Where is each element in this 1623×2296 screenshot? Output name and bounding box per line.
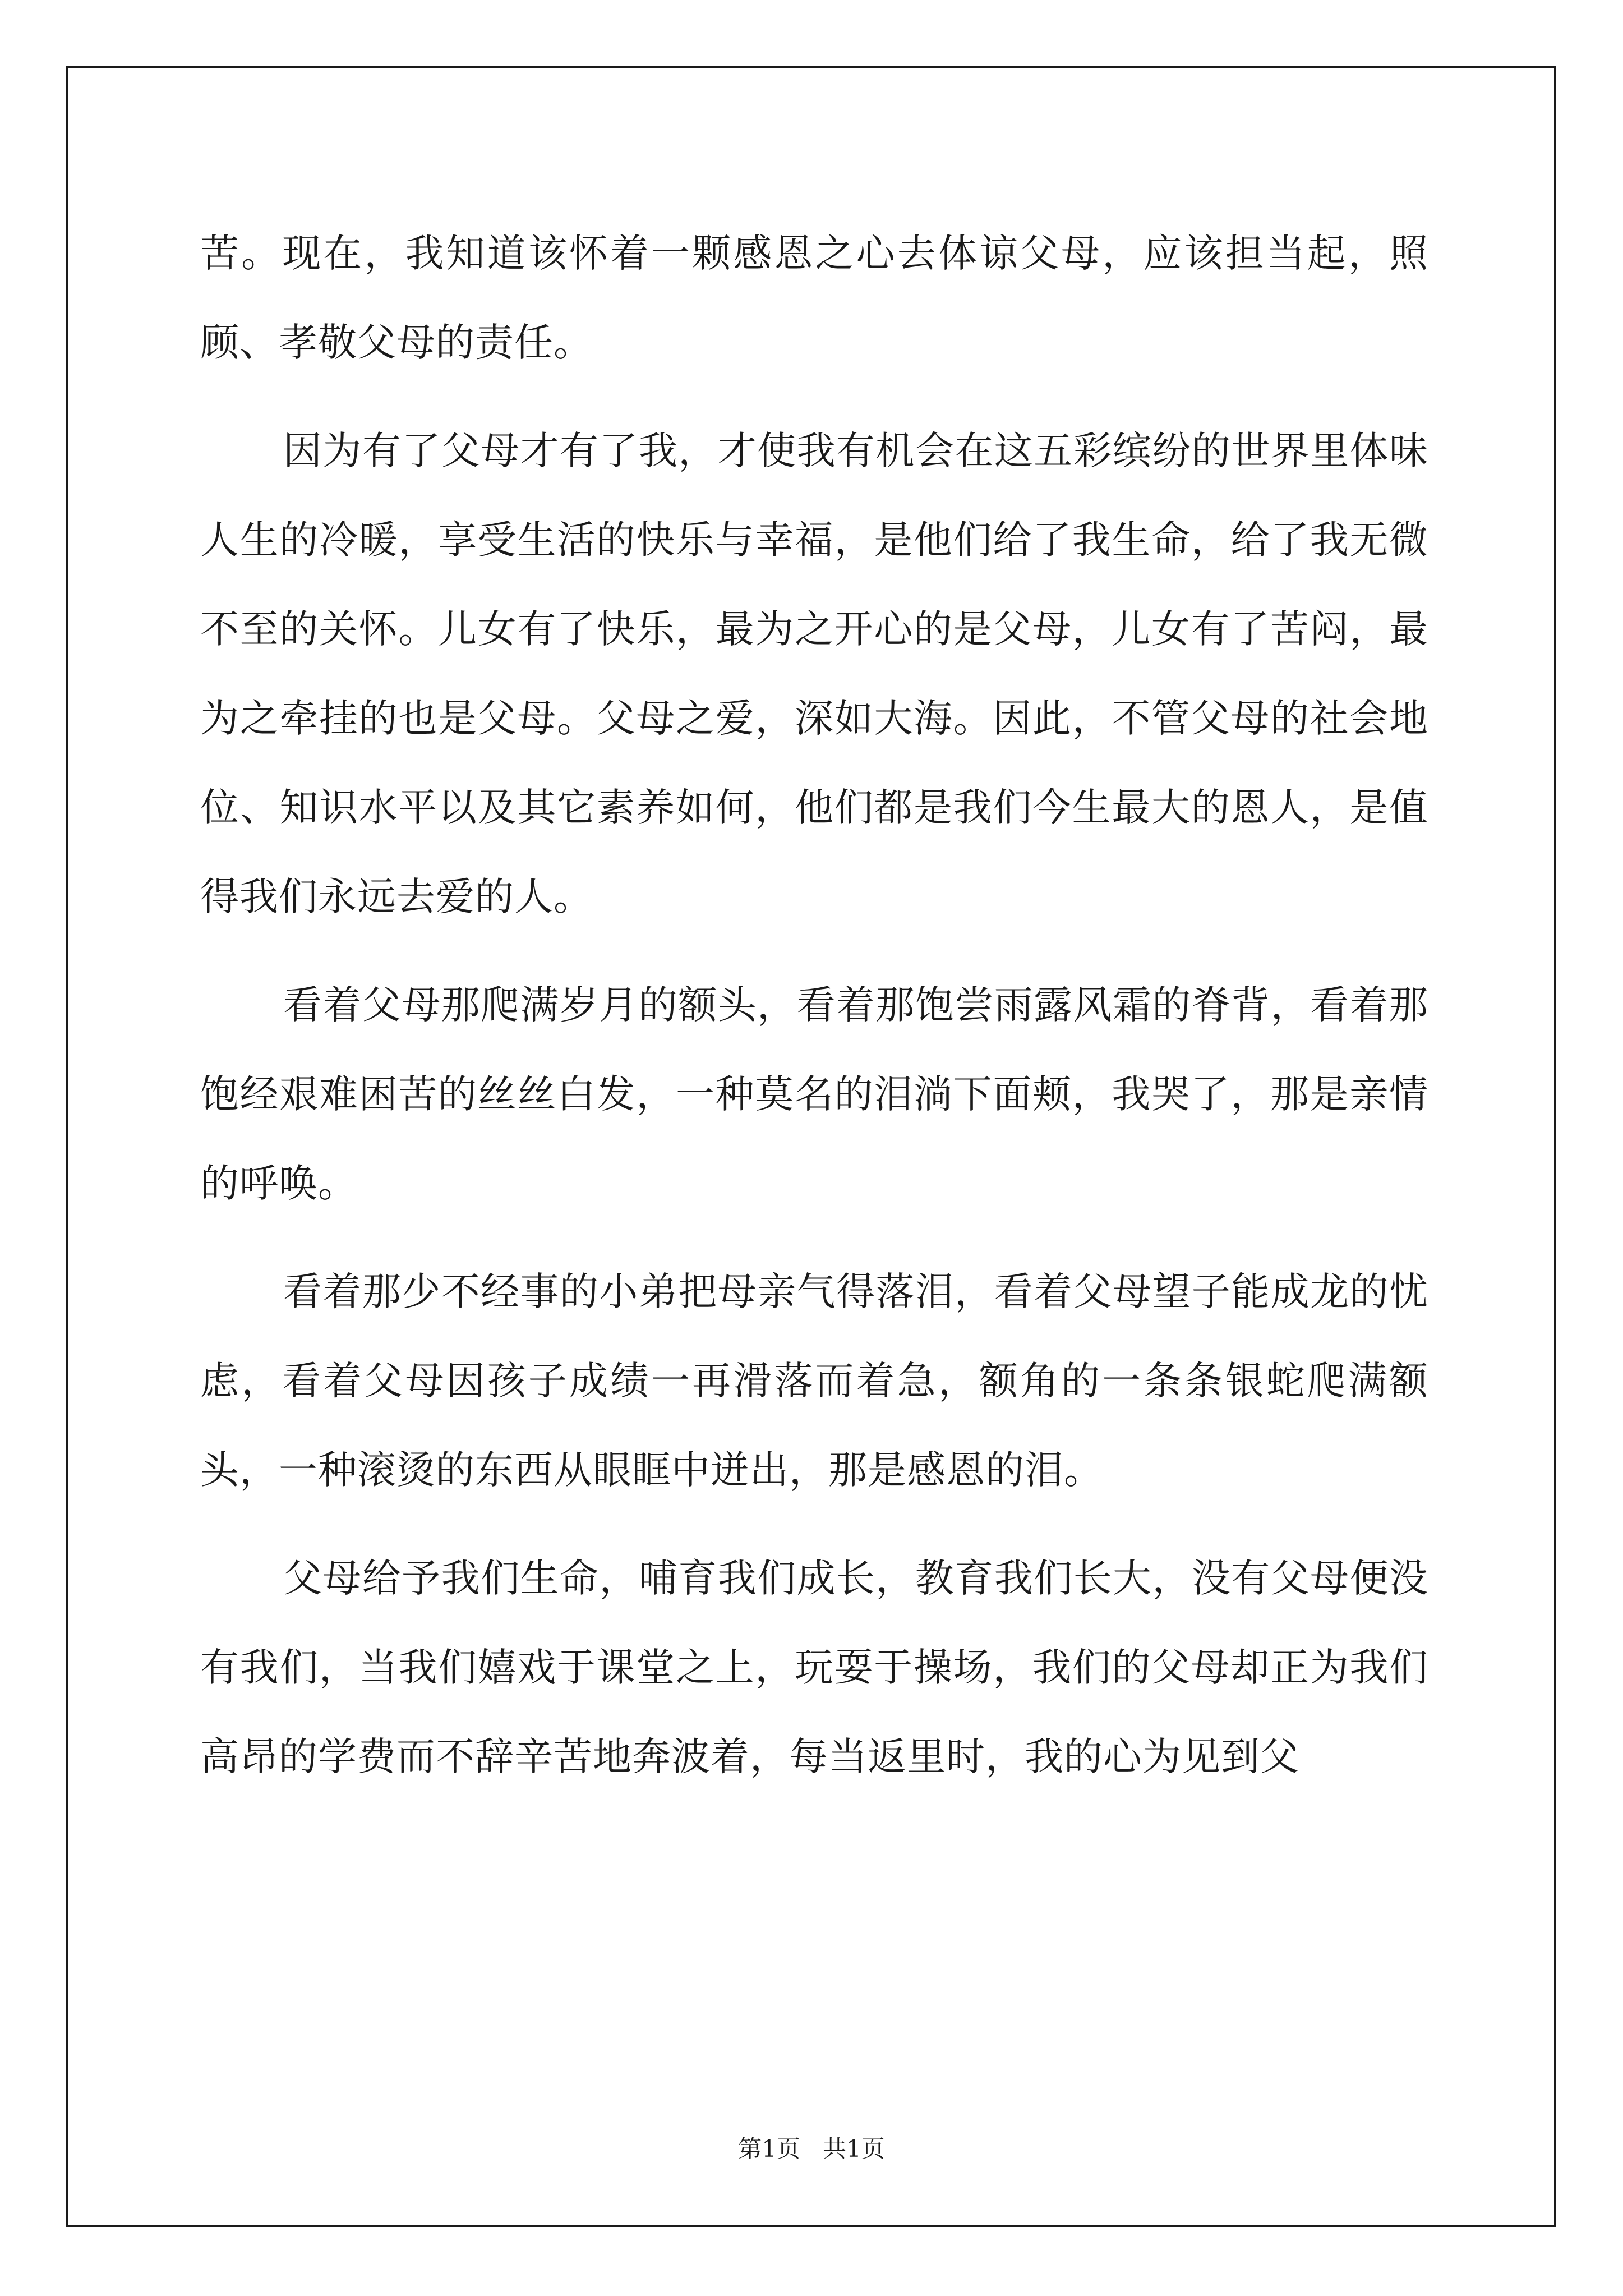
page-footer: 第1页 共1页 — [738, 2135, 885, 2162]
document-body — [200, 209, 1428, 1821]
paragraph-5: 父母给予我们生命，哺育我们成长，教育我们长大，没有父母便没有我们，当我们嬉戏于课堂之上，玩耍于操场，我们的父母却正为我们高昂的学费而不辞辛苦地奔波着，每当返里时，我的心为见到父 — [200, 1556, 1428, 1779]
paragraph-1: 苦。现在，我知道该怀着一颗感恩之心去体谅父母，应该担当起，照顾、孝敬父母的责任。 — [200, 231, 1428, 365]
paragraph-2: 因为有了父母才有了我，才使我有机会在这五彩缤纷的世界里体味人生的冷暖，享受生活的快乐与幸福，是他们给了我生命，给了我无微不至的关怀。儿女有了快乐，最为之开心的是父母，儿女有了苦闷，最为之牵挂的也是父母。父母之爱，深如大海。因此，不管父母的社会地位、知识水平以及其它素养如何，他们都是我们今生最大的恩人，是值得我们永远去爱的人。 — [200, 429, 1428, 919]
paragraph-4: 看着那少不经事的小弟把母亲气得落泪，看着父母望子能成龙的忧虑，看着父母因孩子成绩一再滑落而着急，额角的一条条银蛇爬满额头，一种滚烫的东西从眼眶中迸出，那是感恩的泪。 — [200, 1269, 1428, 1493]
paragraph-3: 看着父母那爬满岁月的额头，看着那饱尝雨露风霜的脊背，看着那饱经艰难困苦的丝丝白发，一种莫名的泪淌下面颊，我哭了，那是亲情的呼唤。 — [200, 983, 1428, 1206]
